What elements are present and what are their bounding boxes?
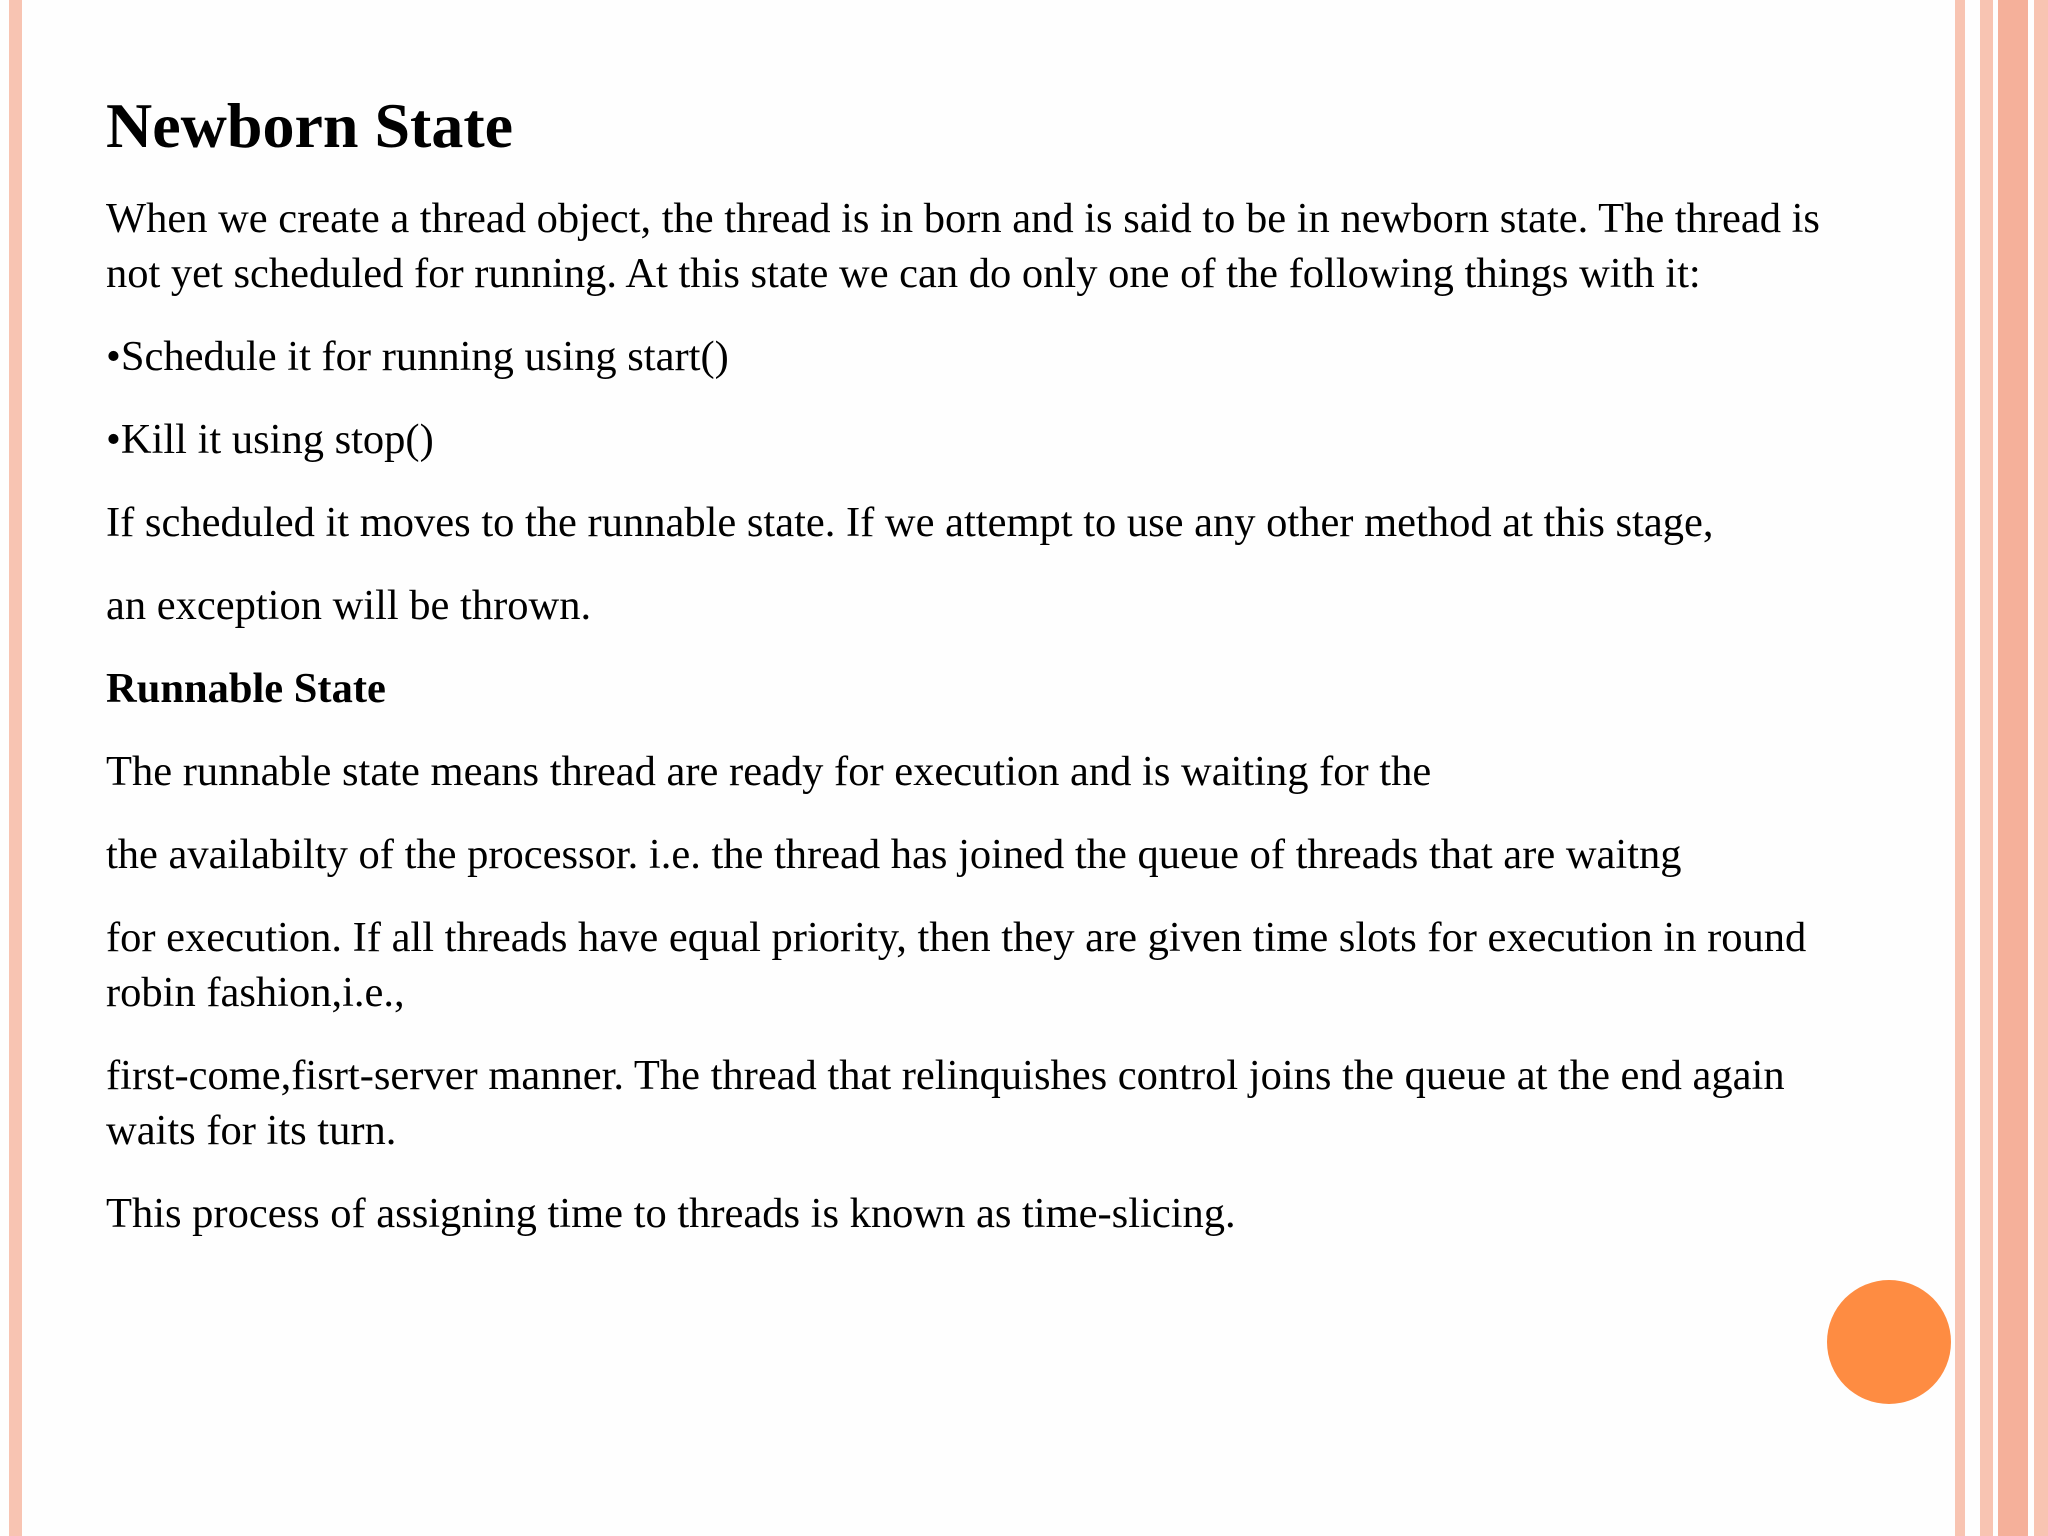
bullet-item: •Schedule it for running using start() [106, 333, 729, 380]
accent-dot [1827, 1280, 1951, 1404]
section-heading: Runnable State [106, 665, 386, 712]
right-border-stripe-2 [1980, 0, 1993, 1536]
body-line: the availabilty of the processor. i.e. the thread has joined the queue of threads that are waitng [106, 831, 1682, 878]
bullet-item: •Kill it using stop() [106, 416, 434, 463]
body-line: for execution. If all threads have equal priority, then they are given time slots for execution in round [106, 914, 1807, 961]
body-line: first-come,fisrt-server manner. The thread that relinquishes control joins the queue at the end again [106, 1052, 1785, 1099]
left-border-stripe [9, 0, 22, 1536]
right-border-stripe-1 [1955, 0, 1965, 1536]
body-line: robin fashion,i.e., [106, 969, 405, 1016]
right-border-stripe-3 [1998, 0, 2028, 1536]
body-line: an exception will be thrown. [106, 582, 592, 629]
body-line: This process of assigning time to threads is known as time-slicing. [106, 1190, 1236, 1237]
body-line: waits for its turn. [106, 1107, 397, 1154]
body-line: When we create a thread object, the thread is in born and is said to be in newborn state. The thread is [106, 195, 1820, 242]
body-line: If scheduled it moves to the runnable state. If we attempt to use any other method at this stage, [106, 499, 1714, 546]
slide-title: Newborn State [106, 90, 514, 161]
body-line: The runnable state means thread are ready for execution and is waiting for the [106, 748, 1432, 795]
body-line: not yet scheduled for running. At this state we can do only one of the following things with it: [106, 250, 1701, 297]
right-border-stripe-4 [2034, 0, 2048, 1536]
